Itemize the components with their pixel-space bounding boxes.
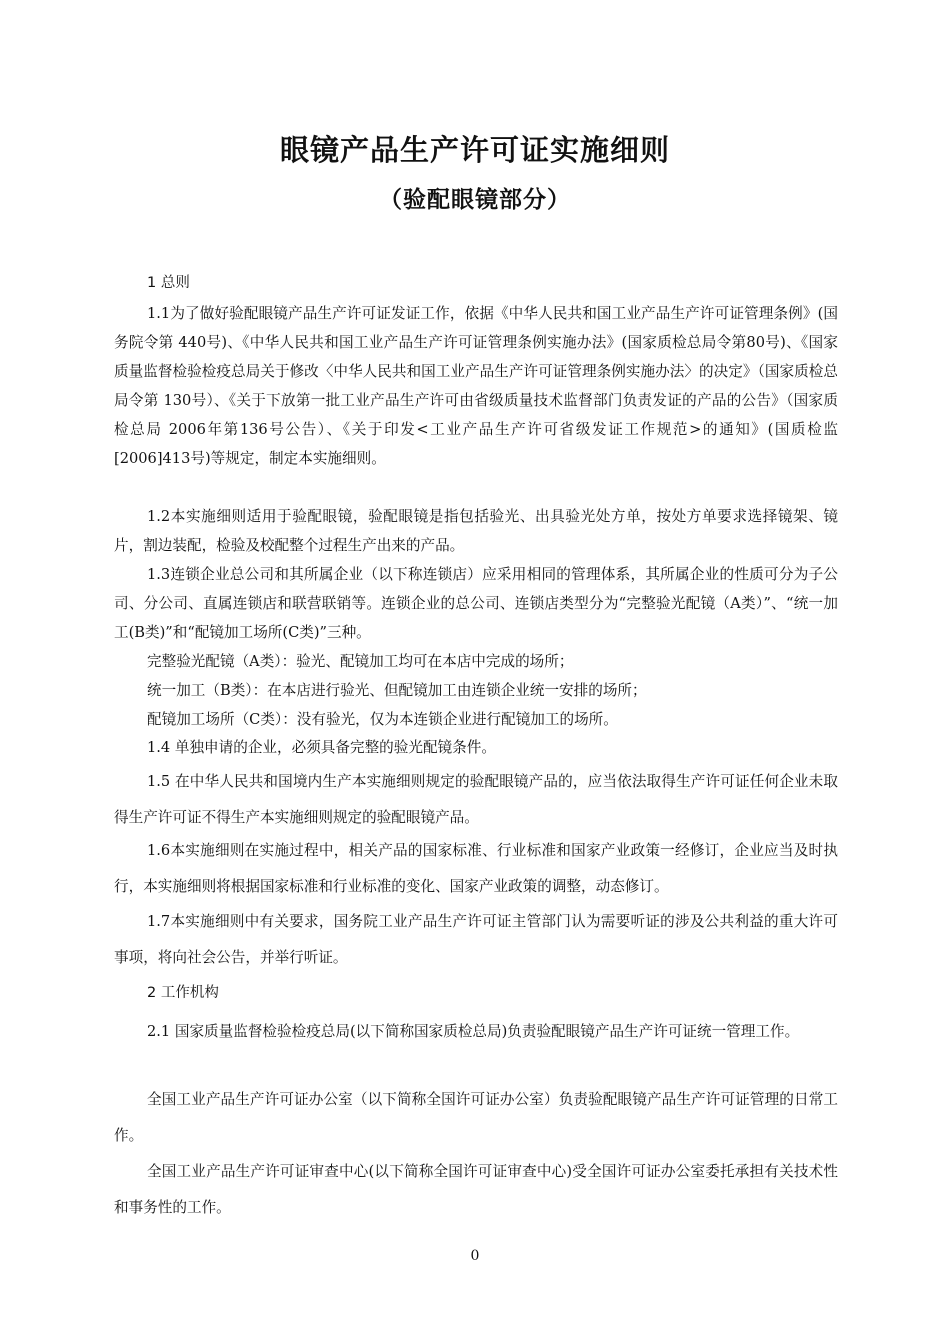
paragraph-1-1: 1.1为了做好验配眼镜产品生产许可证发证工作，依据《中华人民共和国工业产品生产许可证管理条例》(国务院令第 440号)、《中华人民共和国工业产品生产许可证管理条例实施办法》(国家质检总局令第80号)、《国家质量监督检验检疫总局关于修改〈中华人民共和国工业产品生产许可证管理条例实施办法〉的决定》（国家质检总局令第 130号）、《关于下放第一批工业产品生产许可由省级质量技术监督部门负责发证的产品的公告》（国家质检总局 2006年第136号公告）、《关于印发<工业产品生产许可省级发证工作规范>的通知》(国质检监[2006]413号)等规定，制定本实施细则。 [114, 305, 838, 467]
page-number: 0 [470, 1248, 480, 1264]
section-heading-general: 1 总则 [147, 275, 190, 291]
paragraph-1-5: 1.5 在中华人民共和国境内生产本实施细则规定的验配眼镜产品的，应当依法取得生产许可证任何企业未取得生产许可证不得生产本实施细则规定的验配眼镜产品。 [114, 773, 838, 826]
document-title: 眼镜产品生产许可证实施细则 [279, 133, 670, 167]
document-subtitle: （验配眼镜部分） [379, 186, 571, 213]
paragraph-2-1: 2.1 国家质量监督检验检疫总局(以下简称国家质检总局)负责验配眼镜产品生产许可证统一管理工作。 [147, 1023, 800, 1040]
paragraph-type-c: 配镜加工场所（C类）：没有验光，仅为本连锁企业进行配镜加工的场所。 [147, 711, 618, 728]
paragraph-1-4: 1.4 单独申请的企业，必须具备完整的验光配镜条件。 [147, 739, 496, 756]
paragraph-1-7: 1.7本实施细则中有关要求，国务院工业产品生产许可证主管部门认为需要听证的涉及公共利益的重大许可事项，将向社会公告，并举行听证。 [114, 913, 838, 966]
paragraph-1-2: 1.2本实施细则适用于验配眼镜，验配眼镜是指包括验光、出具验光处方单，按处方单要求选择镜架、镜片，割边装配，检验及校配整个过程生产出来的产品。 [114, 508, 838, 554]
paragraph-review-center: 全国工业产品生产许可证审查中心(以下简称全国许可证审查中心)受全国许可证办公室委托承担有关技术性和事务性的工作。 [114, 1163, 838, 1216]
paragraph-type-a: 完整验光配镜（A类）：验光、配镜加工均可在本店中完成的场所； [147, 653, 574, 670]
paragraph-1-6: 1.6本实施细则在实施过程中，相关产品的国家标准、行业标准和国家产业政策一经修订，企业应当及时执行，本实施细则将根据国家标准和行业标准的变化、国家产业政策的调整，动态修订。 [114, 842, 838, 895]
section-heading-organization: 2 工作机构 [147, 985, 219, 1001]
paragraph-national-office: 全国工业产品生产许可证办公室（以下简称全国许可证办公室）负责验配眼镜产品生产许可证管理的日常工作。 [114, 1091, 838, 1144]
paragraph-type-b: 统一加工（B类）：在本店进行验光、但配镜加工由连锁企业统一安排的场所； [147, 682, 647, 699]
paragraph-1-3: 1.3连锁企业总公司和其所属企业（以下称连锁店）应采用相同的管理体系，其所属企业的性质可分为子公司、分公司、直属连锁店和联营联销等。连锁企业的总公司、连锁店类型分为“完整验光配镜（A类）”、“统一加工(B类)”和“配镜加工场所(C类)”三种。 [114, 566, 838, 641]
